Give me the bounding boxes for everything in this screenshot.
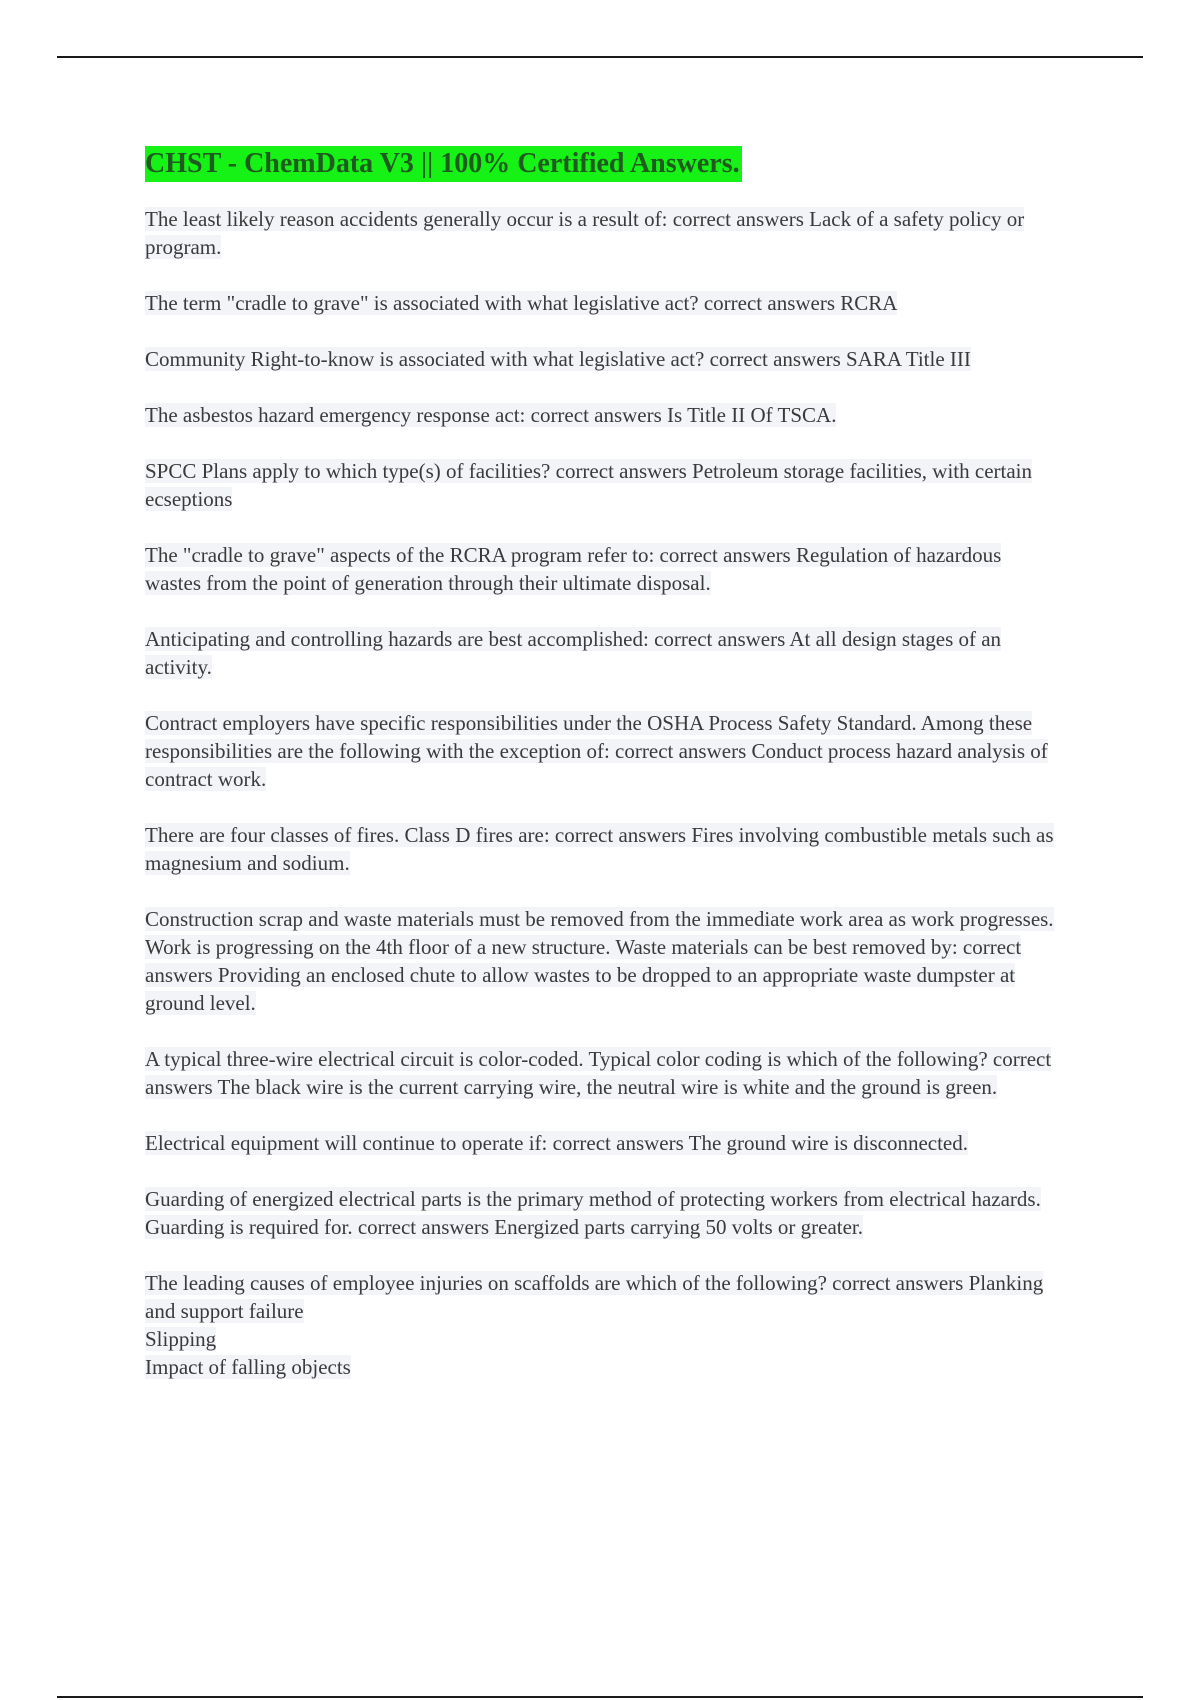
qa-item [145,541,1060,597]
qa-item [145,1185,1060,1241]
qa-item-text: There are four classes of fires. Class D fires are: correct answers Fires involving combustible metals such as magnesium and sodium. [145,823,1054,875]
qa-item-text: Electrical equipment will continue to operate if: correct answers The ground wire is disconnected. [145,1131,968,1155]
qa-item-text: Construction scrap and waste materials must be removed from the immediate work area as work progresses. Work is progressing on the 4th floor of a new structure. Waste materials can be best removed by: correct answers Providing an enclosed chute to allow wastes to be dropped to an appropriate waste dumpster at ground level. [145,907,1054,1015]
document-body [145,146,1060,1409]
qa-item-text: SPCC Plans apply to which type(s) of facilities? correct answers Petroleum storage facilities, with certain ecseptions [145,459,1033,511]
qa-item-answer-line [145,1353,1060,1381]
qa-item-text: The least likely reason accidents generally occur is a result of: correct answers Lack of a safety policy or program. [145,207,1025,259]
qa-item-text: Contract employers have specific responsibilities under the OSHA Process Safety Standard. Among these responsibilities are the following with the exception of: correct answers Conduct process hazard analysis of contract work. [145,711,1048,791]
qa-item [145,345,1060,373]
qa-item-text: Guarding of energized electrical parts is the primary method of protecting workers from electrical hazards. Guarding is required for. correct answers Energized parts carrying 50 volts or greater. [145,1187,1041,1239]
qa-item-text: Community Right-to-know is associated with what legislative act? correct answers SARA Title III [145,347,971,371]
qa-item [145,205,1060,261]
qa-item-answer-line [145,1325,1060,1353]
qa-item [145,1129,1060,1157]
qa-item [145,709,1060,793]
qa-item [145,821,1060,877]
qa-item [145,625,1060,681]
qa-item-text: Anticipating and controlling hazards are best accomplished: correct answers At all design stages of an activity. [145,627,1002,679]
header-rule [57,56,1143,58]
qa-item-text: The leading causes of employee injuries on scaffolds are which of the following? correct answers Planking and support failure [145,1271,1044,1323]
qa-item [145,289,1060,317]
answer-line-text: Impact of falling objects [145,1355,351,1379]
qa-item [145,457,1060,513]
document-title: CHST - ChemData V3 || 100% Certified Answers. [145,146,742,182]
qa-item [145,905,1060,1017]
qa-item-last [145,1269,1060,1381]
qa-item [145,1045,1060,1101]
footer-rule [57,1696,1143,1698]
qa-item-text: The term "cradle to grave" is associated with what legislative act? correct answers RCRA [145,291,898,315]
qa-item-text: The asbestos hazard emergency response act: correct answers Is Title II Of TSCA. [145,403,837,427]
qa-item [145,401,1060,429]
qa-item-text: The "cradle to grave" aspects of the RCRA program refer to: correct answers Regulation of hazardous wastes from the point of generation through their ultimate disposal. [145,543,1002,595]
qa-item-text: A typical three-wire electrical circuit is color-coded. Typical color coding is which of the following? correct answers The black wire is the current carrying wire, the neutral wire is white and the ground is green. [145,1047,1052,1099]
answer-line-text: Slipping [145,1327,217,1351]
